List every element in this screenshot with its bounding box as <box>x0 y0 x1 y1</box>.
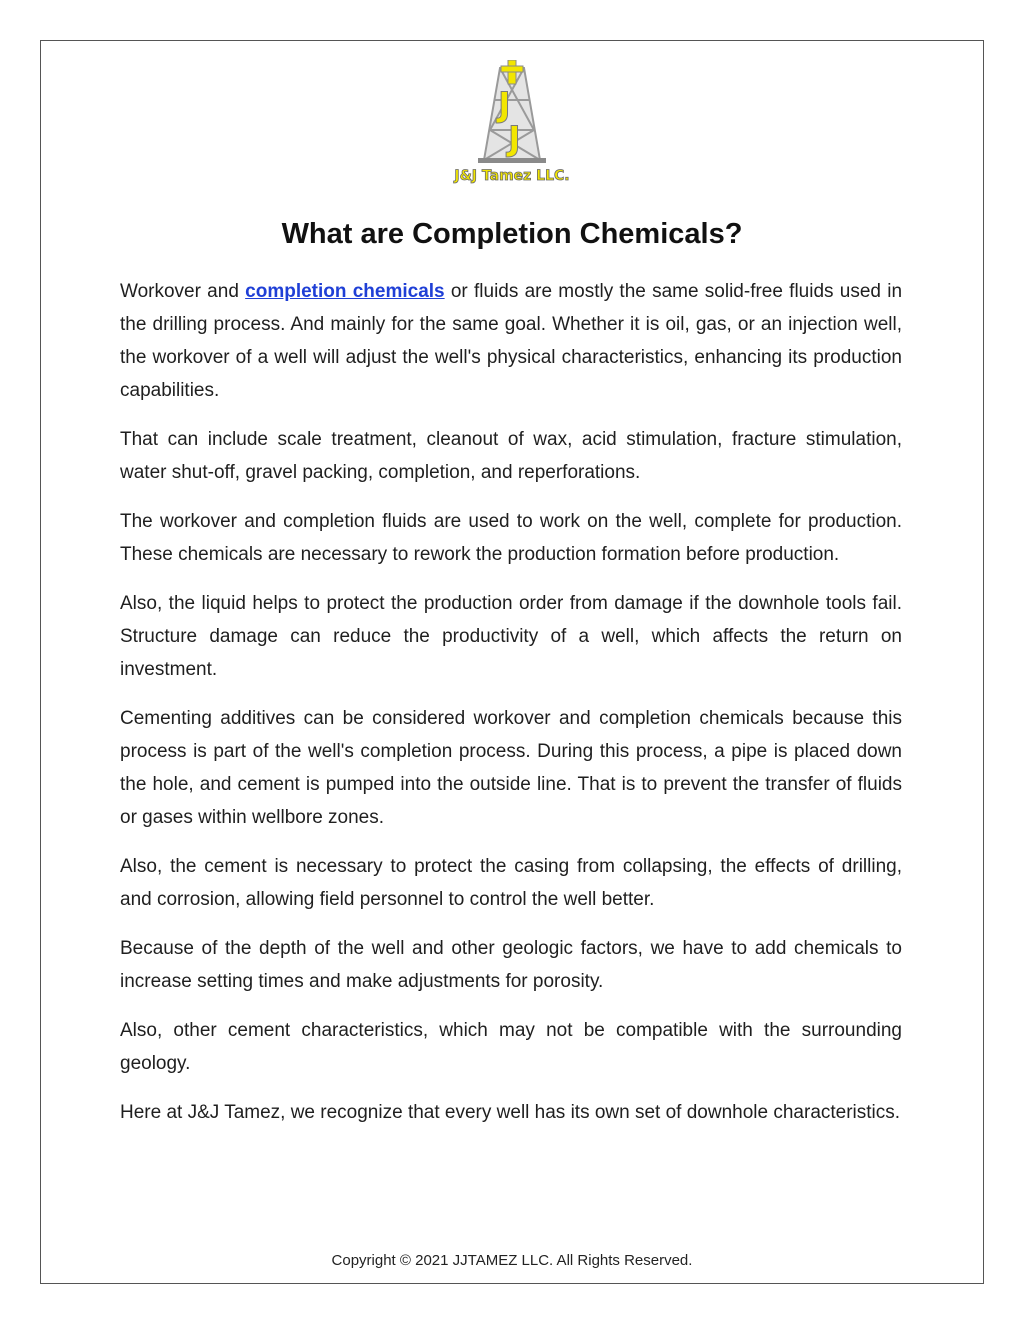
paragraph-9: Here at J&J Tamez, we recognize that every well has its own set of downhole characteristics. <box>120 1102 901 1123</box>
paragraph-6: Also, the cement is necessary to protect the casing from collapsing, the effects of drilling, and corrosion, allowing field personnel to control the well better. <box>120 856 902 910</box>
paragraph-5: Cementing additives can be considered workover and completion chemicals because this process is part of the well's completion process. During this process, a pipe is placed down the hole, and cement is pumped into the outside line. That is to prevent the transfer of fluids or gases within wellbore zones. <box>120 708 902 828</box>
company-logo <box>436 60 588 184</box>
paragraph-4: Also, the liquid helps to protect the production order from damage if the downhole tools fail. Structure damage can reduce the productivity of a well, which affects the return on investment. <box>120 593 902 680</box>
svg-text:J: J <box>498 85 511 125</box>
paragraph-1 <box>120 275 902 407</box>
article-body <box>120 275 902 1145</box>
oil-derrick-icon <box>436 60 588 184</box>
paragraph-1-rest: or fluids are mostly the same solid-free fluids used in the drilling process. And mainly for the same goal. Whether it is oil, gas, or an injection well, the workover of a well will adjust the well's physical characteristics, enhancing its production capabilities. <box>120 281 903 401</box>
paragraph-8: Also, other cement characteristics, which may not be compatible with the surrounding geology. <box>120 1020 902 1074</box>
completion-chemicals-link[interactable]: completion chemicals <box>245 281 445 302</box>
logo-brand-text: J&J Tamez LLC. <box>454 168 570 184</box>
paragraph-1-lead: Workover and <box>120 281 246 302</box>
paragraph-7: Because of the depth of the well and other geologic factors, we have to add chemicals to increase setting times and make adjustments for porosity. <box>120 938 902 992</box>
copyright-footer: Copyright © 2021 JJTAMEZ LLC. All Rights Reserved. <box>331 1252 693 1269</box>
svg-text:J: J <box>508 119 521 159</box>
paragraph-3: The workover and completion fluids are used to work on the well, complete for production. These chemicals are necessary to rework the production formation before production. <box>120 511 902 565</box>
paragraph-2: That can include scale treatment, cleanout of wax, acid stimulation, fracture stimulation, water shut-off, gravel packing, completion, and reperforations. <box>120 429 902 483</box>
page-title: What are Completion Chemicals? <box>281 218 743 250</box>
